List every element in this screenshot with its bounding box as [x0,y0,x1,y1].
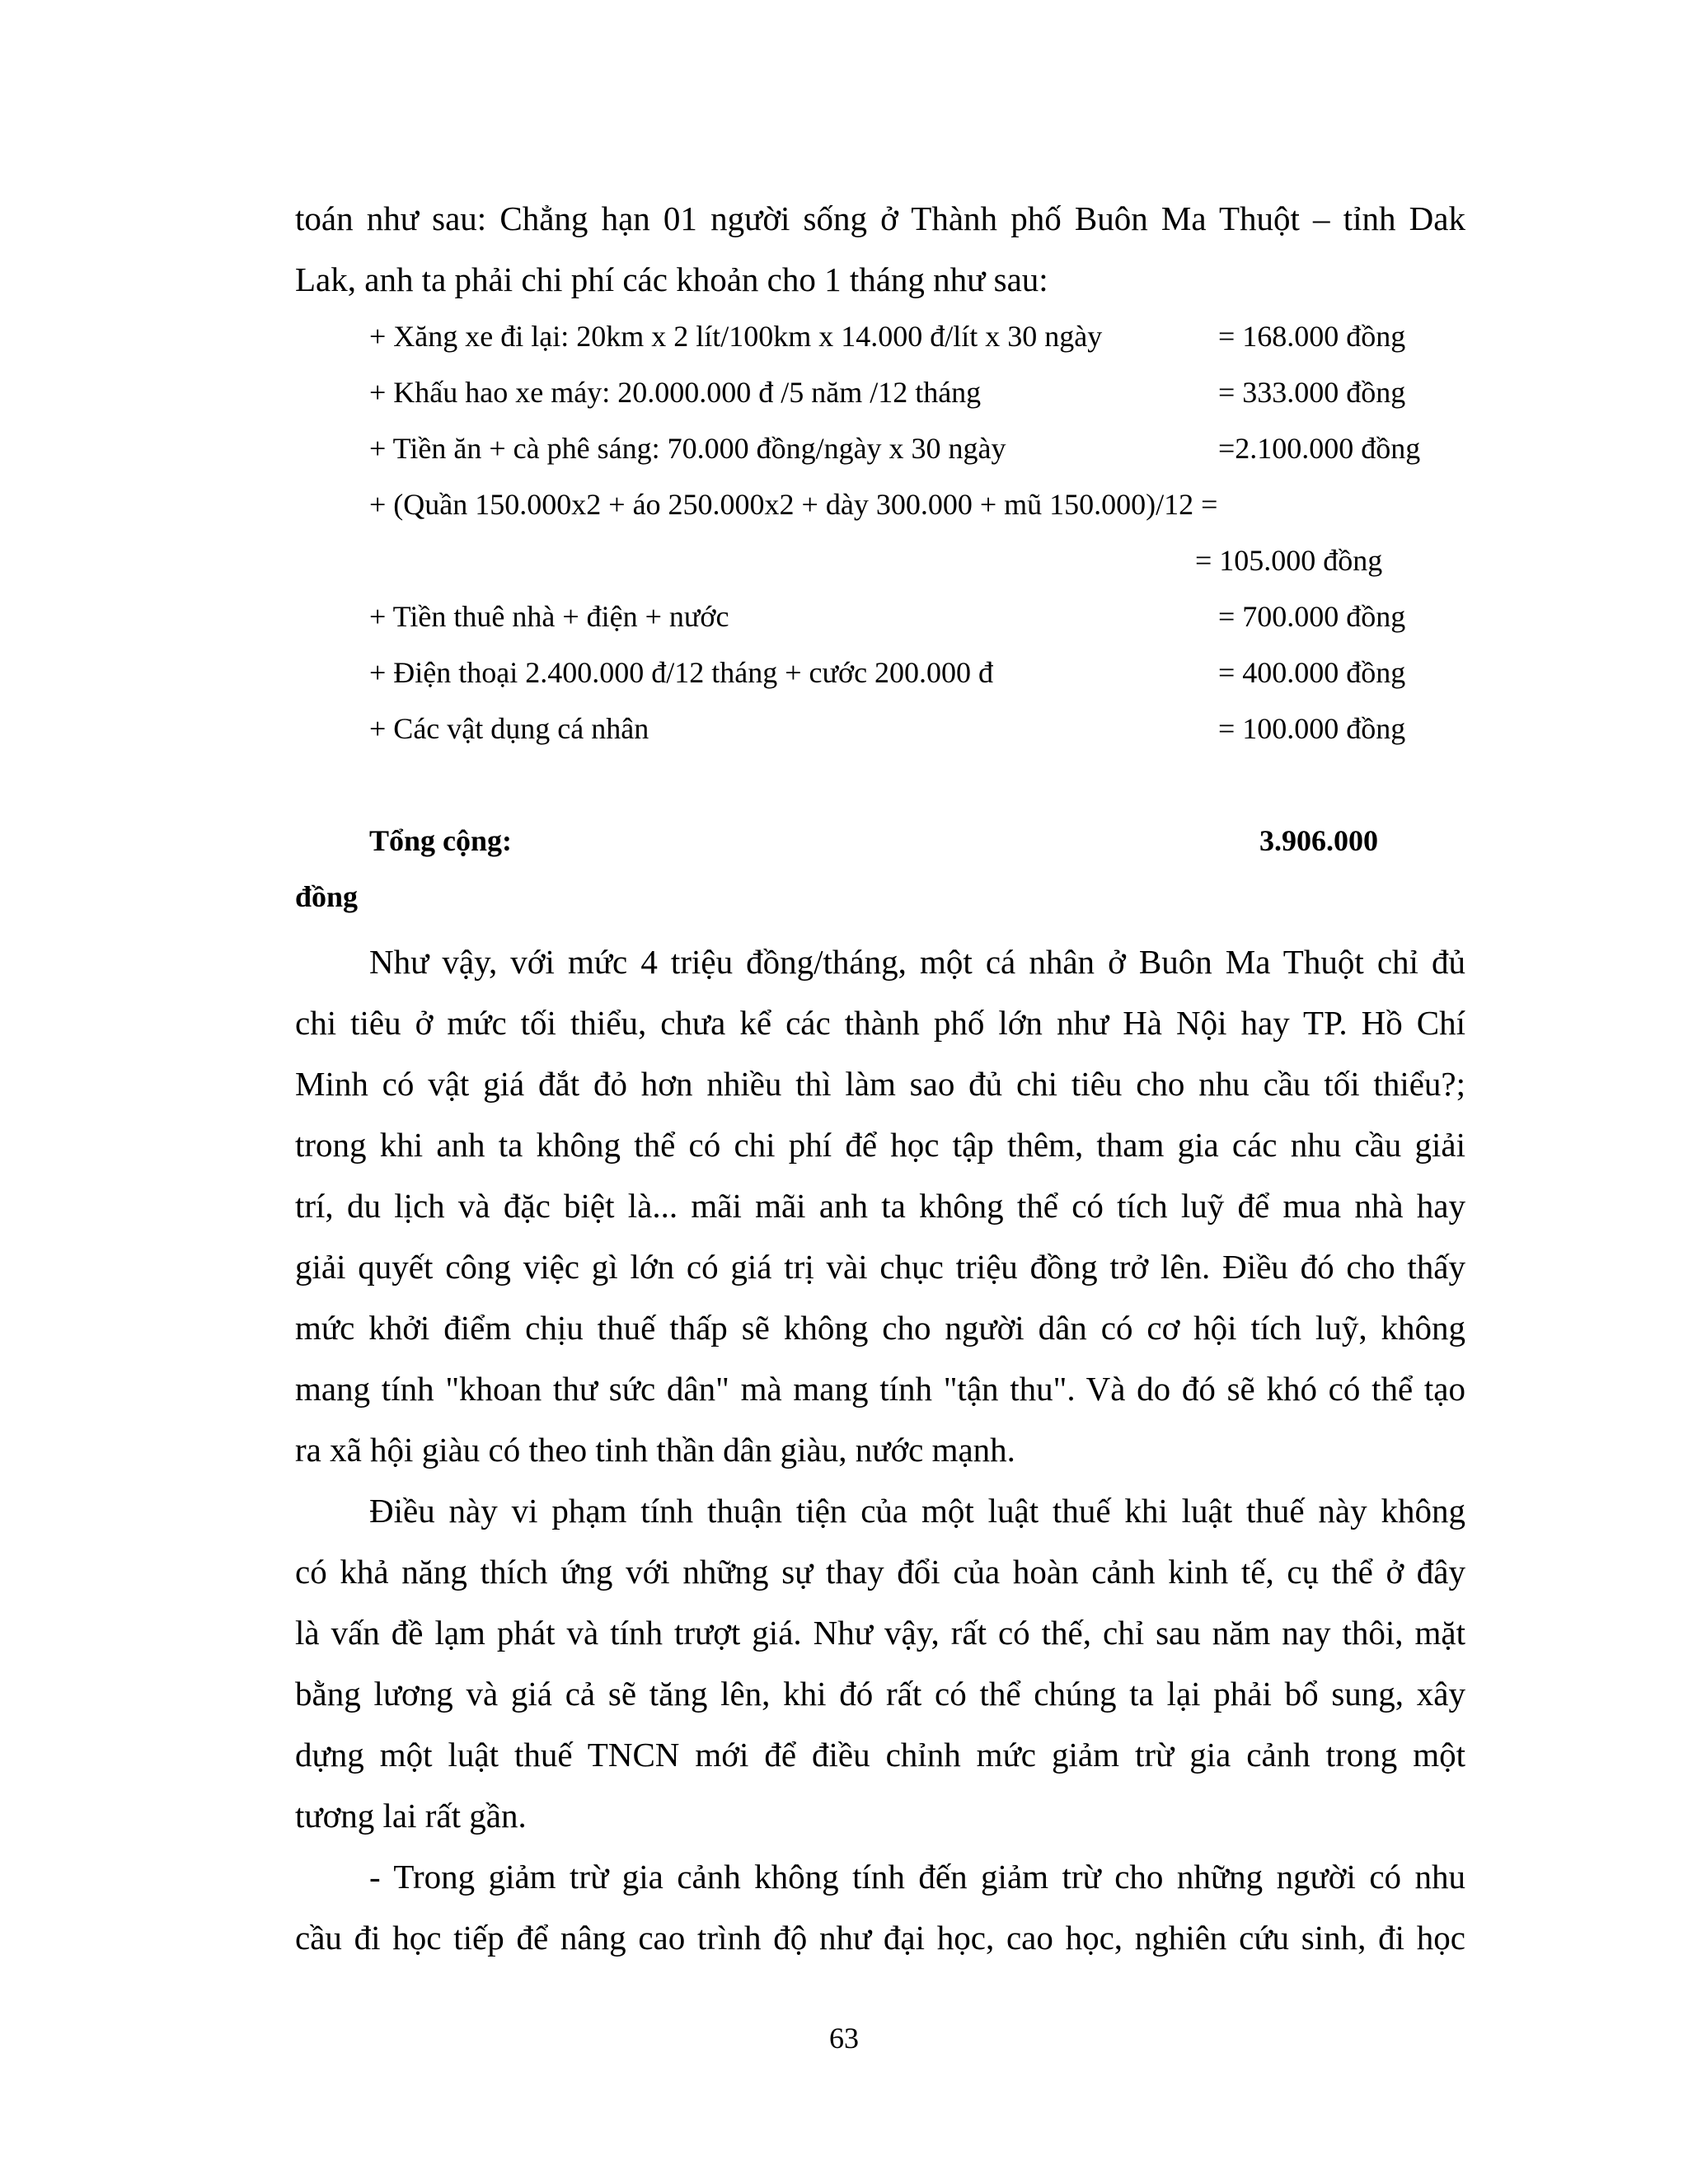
paragraph-line: chi tiêu ở mức tối thiểu, chưa kể các thành phố lớn như Hà Nội hay TP. Hồ Chí [295,1004,1465,1042]
expense-item-amount: = 400.000 đồng [1218,656,1406,689]
paragraph-line: trí, du lịch và đặc biệt là... mãi mãi anh ta không thể có tích luỹ để mua nhà hay [295,1187,1465,1225]
paragraph-line: Minh có vật giá đắt đỏ hơn nhiều thì làm sao đủ chi tiêu cho nhu cầu tối thiểu?; [295,1065,1465,1103]
expense-item-amount: = 168.000 đồng [1218,320,1406,353]
paragraph-line: có khả năng thích ứng với những sự thay đổi của hoàn cảnh kinh tế, cụ thể ở đây [295,1553,1465,1591]
intro-line: Lak, anh ta phải chi phí các khoản cho 1 tháng như sau: [295,260,1048,298]
paragraph-line: ra xã hội giàu có theo tinh thần dân giàu, nước mạnh. [295,1431,1015,1469]
paragraph-line: cầu đi học tiếp để nâng cao trình độ như đại học, cao học, nghiên cứu sinh, đi học [295,1919,1465,1957]
total-unit: đồng [295,880,359,913]
paragraph-line: giải quyết công việc gì lớn có giá trị vài chục triệu đồng trở lên. Điều đó cho thấy [295,1248,1465,1286]
paragraph-line: dựng một luật thuế TNCN mới để điều chỉnh mức giảm trừ gia cảnh trong một [295,1736,1465,1774]
paragraph-line: trong khi anh ta không thể có chi phí để học tập thêm, tham gia các nhu cầu giải [295,1126,1465,1164]
paragraph-line: - Trong giảm trừ gia cảnh không tính đến giảm trừ cho những người có nhu [369,1858,1465,1896]
total-label: Tổng cộng: [369,824,513,857]
page-number: 63 [829,2022,859,2055]
expense-item-desc: + Điện thoại 2.400.000 đ/12 tháng + cước 200.000 đ [369,656,994,689]
expense-item-amount: = 100.000 đồng [1218,712,1406,745]
paragraph-line: là vấn đề lạm phát và tính trượt giá. Như vậy, rất có thế, chỉ sau năm nay thôi, mặt [295,1614,1465,1652]
paragraph-line: Điều này vi phạm tính thuận tiện của một luật thuế khi luật thuế này không [369,1492,1465,1530]
expense-item-desc: + Các vật dụng cá nhân [369,712,649,745]
expense-item-desc: + (Quần 150.000x2 + áo 250.000x2 + dày 300.000 + mũ 150.000)/12 = [369,488,1218,521]
expense-item-desc: + Tiền thuê nhà + điện + nước [369,600,729,633]
paragraph-line: mang tính "khoan thư sức dân" mà mang tính "tận thu". Và do đó sẽ khó có thể tạo [295,1370,1465,1408]
paragraph-line: Như vậy, với mức 4 triệu đồng/tháng, một cá nhân ở Buôn Ma Thuột chỉ đủ [369,943,1465,981]
paragraph-line: bằng lương và giá cả sẽ tăng lên, khi đó rất có thể chúng ta lại phải bổ sung, xây [295,1675,1465,1713]
paragraph-line: tương lai rất gần. [295,1797,527,1835]
expense-item-amount: =2.100.000 đồng [1218,432,1421,465]
expense-item-amount: = 333.000 đồng [1218,376,1406,409]
expense-item-amount: = 105.000 đồng [1195,544,1383,577]
paragraph-line: mức khởi điểm chịu thuế thấp sẽ không cho người dân có cơ hội tích luỹ, không [295,1309,1465,1347]
intro-line: toán như sau: Chẳng hạn 01 người sống ở Thành phố Buôn Ma Thuột – tỉnh Dak [295,199,1465,237]
expense-item-amount: = 700.000 đồng [1218,600,1406,633]
expense-item-desc: + Tiền ăn + cà phê sáng: 70.000 đồng/ngày x 30 ngày [369,432,1006,465]
expense-item-desc: + Khấu hao xe máy: 20.000.000 đ /5 năm /12 tháng [369,376,982,409]
expense-item-desc: + Xăng xe đi lại: 20km x 2 lít/100km x 14.000 đ/lít x 30 ngày [369,320,1103,353]
total-value: 3.906.000 [1259,824,1378,857]
